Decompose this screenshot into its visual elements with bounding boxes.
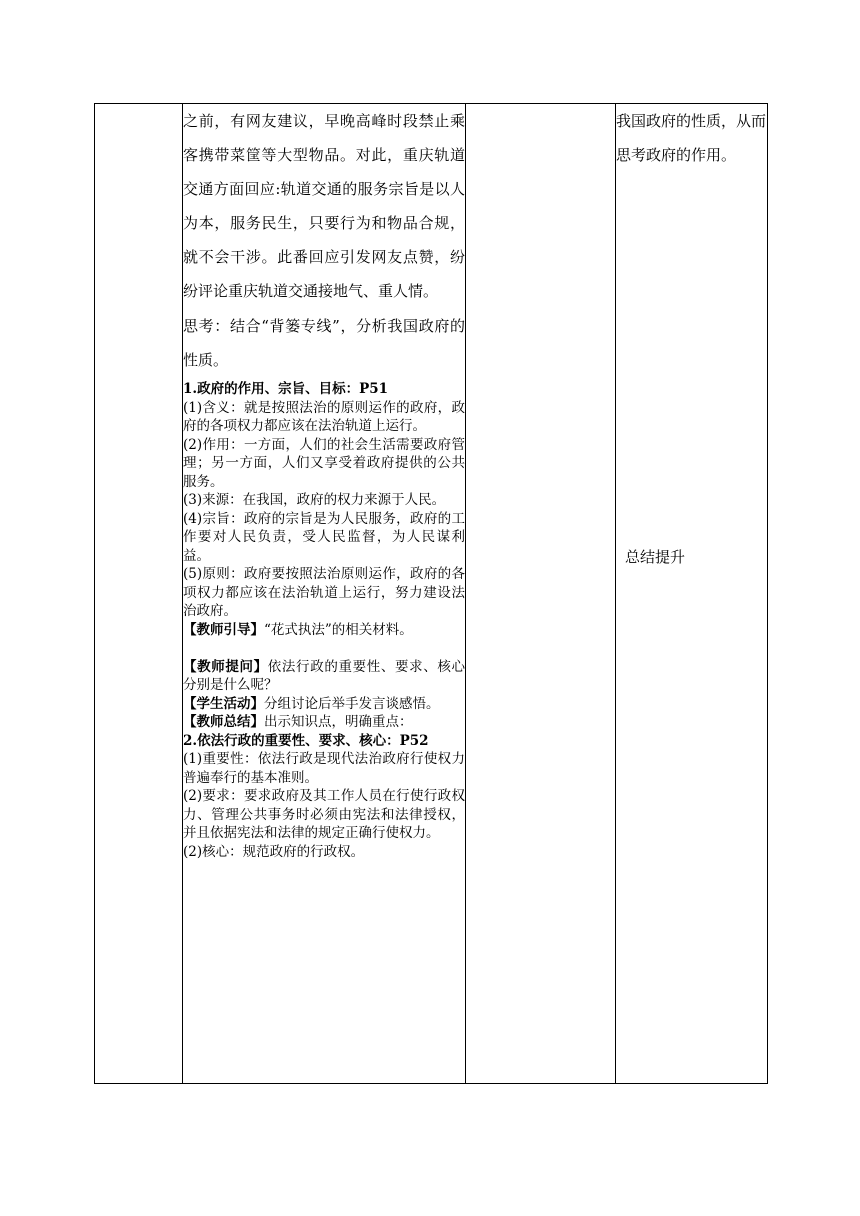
blank-stage-cell (95, 104, 183, 1084)
teacher-guide-label: 【教师引导】 (183, 621, 264, 638)
teacher-question-label: 【教师提问】 (183, 658, 268, 675)
section1-item-purpose: (4)宗旨：政府的宗旨是为人民服务，政府的工作要对人民负责，受人民监督，为人民谋利益。 (183, 510, 465, 564)
section2-item-core: (2)核心：规范政府的行政权。 (183, 843, 365, 860)
think-question: 思考：结合“背篓专线”，分析我国政府的性质。 (183, 317, 465, 369)
design-intent-cell (616, 104, 768, 1084)
design-intent-text: 我国政府的性质，从而思考政府的作用。 (616, 112, 767, 164)
section2-heading: 2.依法行政的重要性、要求、核心：P52 (183, 732, 429, 749)
teacher-question (183, 658, 465, 695)
section1-item-function: (2)作用：一方面，人们的社会生活需要政府管理；另一方面，人们又享受着政府提供的公共服务。 (183, 436, 465, 490)
student-activity-label: 【学生活动】 (183, 695, 264, 712)
section1-item-source: (3)来源：在我国，政府的权力来源于人民。 (183, 492, 446, 508)
table-row (95, 104, 768, 1084)
teacher-guide-text: “花式执法”的相关材料。 (264, 621, 413, 638)
blank-activity-cell (466, 104, 616, 1084)
teacher-guide (183, 621, 465, 640)
teacher-summary-text: 出示知识点，明确重点： (264, 714, 413, 730)
teaching-content-cell (183, 104, 466, 1084)
intro-paragraph: 之前，有网友建议，早晚高峰时段禁止乘客携带菜筐等大型物品。对此，重庆轨道交通方面回应:轨道交通的服务宗旨是以人为本，服务民生，只要行为和物品合规，就不会干涉。此番回应引发网友点赞，纷纷评论重庆轨道交通接地气、重人情。 (183, 112, 465, 300)
summary-label: 总结提升 (625, 548, 686, 566)
section2-item-requirement: (2)要求：要求政府及其工作人员在行使行政权力、管理公共事务时必须由宪法和法律授权，并且依据宪法和法律的规定正确行使权力。 (183, 788, 465, 841)
lesson-plan-table (94, 103, 768, 1084)
teacher-summary-label: 【教师总结】 (183, 714, 264, 730)
student-activity (183, 695, 465, 714)
student-activity-text: 分组讨论后举手发言谈感悟。 (264, 695, 440, 712)
section2-item-importance: (1)重要性：依法行政是现代法治政府行使权力普遍奉行的基本准则。 (183, 751, 465, 786)
teacher-question-text: 依法行政的重要性、要求、核心分别是什么呢？ (183, 658, 466, 693)
spacer (183, 639, 465, 658)
section1-item-principle: (5)原则：政府要按照法治原则运作，政府的各项权力都应该在法治轨道上运行，努力建设法治政府。 (183, 566, 465, 619)
teacher-summary (183, 713, 465, 732)
section1-heading: 1.政府的作用、宗旨、目标：P51 (183, 381, 389, 397)
section1-item-meaning: (1)含义：就是按照法治的原则运作的政府，政府的各项权力都应该在法治轨道上运行。 (183, 399, 465, 434)
